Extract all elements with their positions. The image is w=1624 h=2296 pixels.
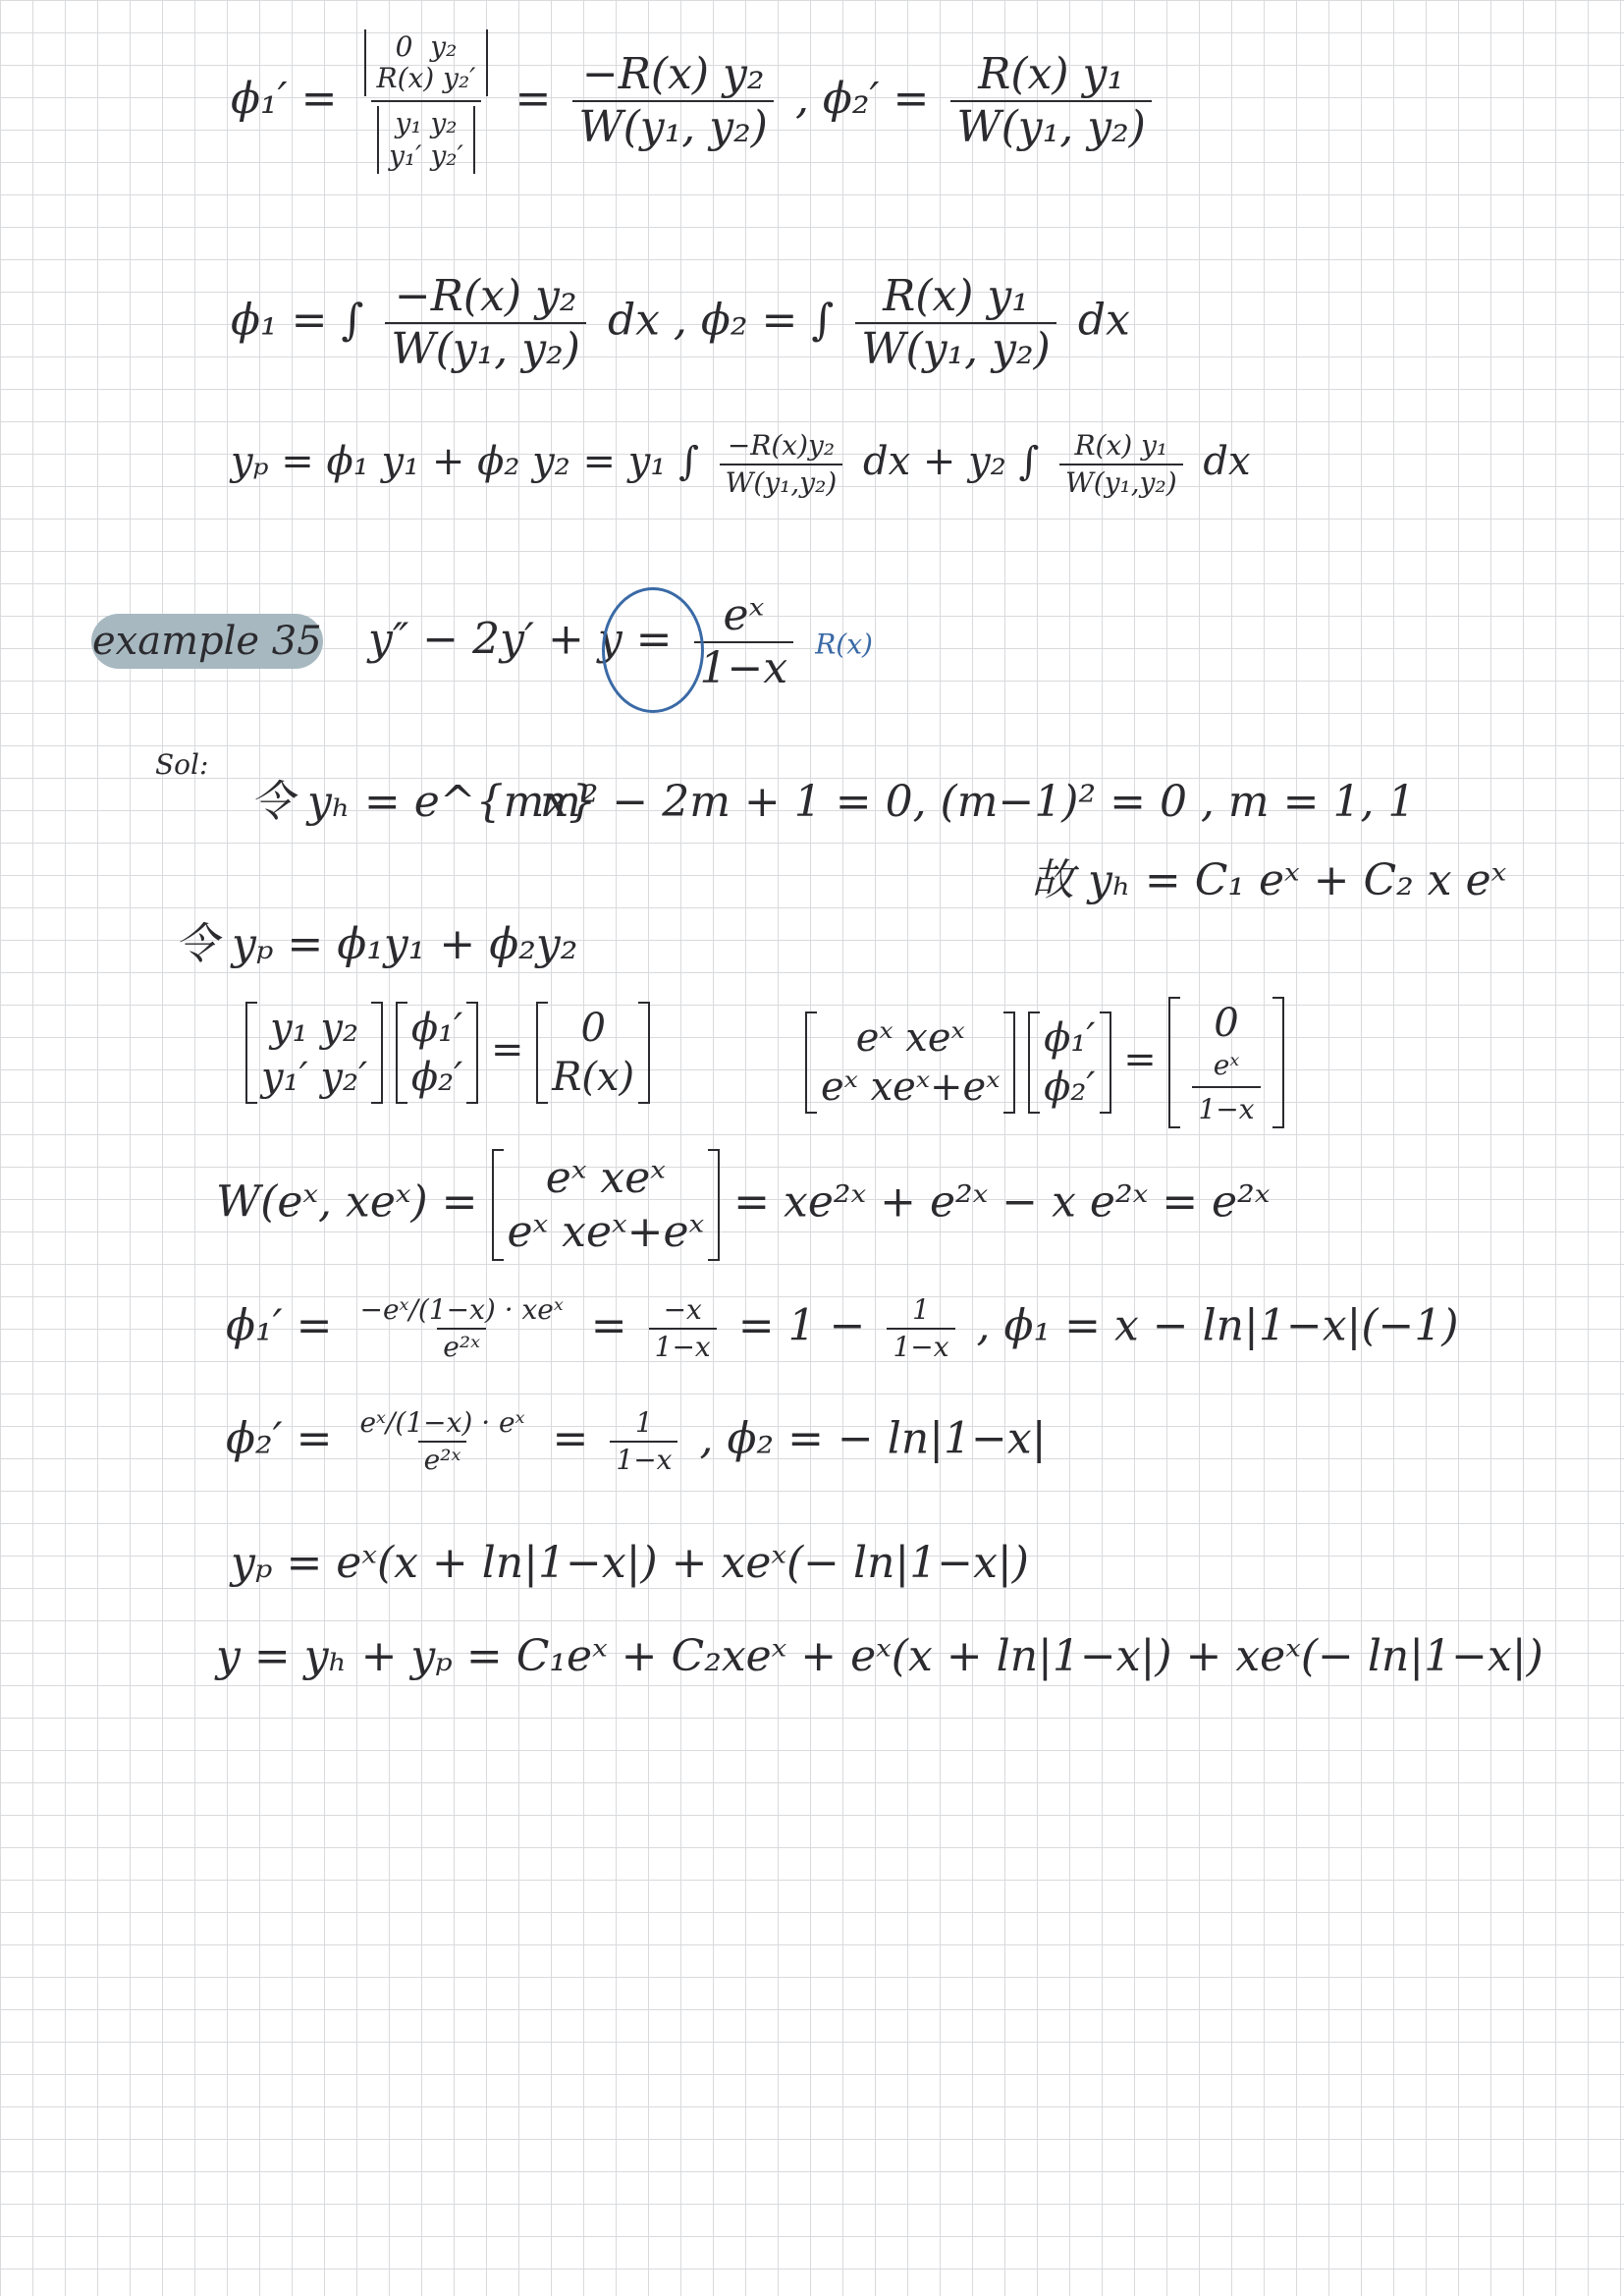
homogeneous-guess: 令 yₕ = e^{mx} (250, 777, 597, 827)
yp-general-formula: yₚ = ϕ₁ y₁ + ϕ₂ y₂ = y₁ ∫ $\frac{\text{−R(x)y₂}}{\text{W(y₁,y₂)}}$ dx + y₂ ∫ $\frac{\text{R(x) y₁}}{\text{W(y₁,y₂)}}$ dx (231, 429, 1251, 499)
phi1-prime-fraction: $\frac{\text{−R(x) y₂}}{\text{W(y₁, y₂)}}$ (572, 53, 774, 149)
phi2-prime-frac-2: $\frac{1}{1-x}$ (610, 1409, 677, 1474)
characteristic-equation: m² − 2m + 1 = 0, (m−1)² = 0 , m = 1, 1 (540, 777, 1416, 827)
sol-label: Sol: (155, 748, 209, 781)
r-of-x-label: R(x) (815, 628, 873, 661)
yp-term1-fraction: $\frac{\text{−R(x)y₂}}{\text{W(y₁,y₂)}}$ (720, 432, 843, 497)
example-tag: example 35 (92, 619, 322, 664)
ode-rhs-fraction: $\frac{\text{eˣ}}{1-x}$ (694, 594, 794, 690)
wronskian-determinant: y₁ y₂ y₁′ y₂′ (377, 106, 475, 173)
phi1-prime-frac-2: $\frac{-x}{1-x}$ (649, 1296, 717, 1361)
phi1-prime-formula: ϕ₁′ = 0 y₂ R(x) y₂′ y₁ y₂ y₁′ y₂′ = $\frac{\text{−R(x) y₂}}{\text{W(y₁, y₂)}}$ , ϕ₂′ = $\frac{\text{R(x) y₁}}{\text{W(y₁, y₂)}}$ (231, 29, 1160, 174)
vector-phi-prime-2: ϕ₁′ ϕ₂′ (1028, 1011, 1110, 1114)
phi-integrals: ϕ₁ = ∫ $\frac{\text{−R(x) y₂}}{\text{W(y₁, y₂)}}$ dx , ϕ₂ = ∫ $\frac{\text{R(x) y₁}}{\text{W(y₁, y₂)}}$ dx (231, 271, 1130, 374)
matrix-y: y₁ y₂ y₁′ y₂′ (245, 1002, 383, 1104)
phi1-prime-calc: ϕ₁′ = $\frac{\text{−eˣ/(1−x) · xeˣ}}{\text{e²ˣ}}$ = $\frac{-x}{1-x}$ = 1 − $\frac{1}{1-x}$ , ϕ₁ = x − ln|1−x|(−1) (226, 1293, 1459, 1363)
matrix-exp: eˣ xeˣ eˣ xeˣ+eˣ (805, 1011, 1015, 1114)
vector-rhs-2: 0 $\frac{\text{eˣ}}{1-x}$ (1168, 997, 1283, 1128)
yp-ansatz: 令 yₚ = ϕ₁y₁ + ϕ₂y₂ (175, 919, 578, 969)
phi1-prime-frac-3: $\frac{1}{1-x}$ (887, 1296, 954, 1361)
cramer-fraction (358, 29, 493, 174)
phi1-prime-frac-1: $\frac{\text{−eˣ/(1−x) · xeˣ}}{\text{e²ˣ}}$ (359, 1293, 564, 1363)
linear-system-general: y₁ y₂ y₁′ y₂′ ϕ₁′ ϕ₂′ = 0 R(x) (245, 1002, 650, 1104)
phi2-prime-lhs: , ϕ₂′ = (794, 73, 930, 124)
wronskian-line: W(eˣ, xeˣ) = eˣ xeˣ eˣ xeˣ+eˣ = xe²ˣ + e²ˣ − x e²ˣ = e²ˣ (216, 1149, 1270, 1261)
rhs-circle (602, 587, 704, 713)
phi2-prime-frac-1: $\frac{\text{eˣ/(1−x) · eˣ}}{\text{e²ˣ}}$ (359, 1406, 525, 1476)
yp-final: yₚ = eˣ(x + ln|1−x|) + xeˣ(− ln|1−x|) (231, 1538, 1029, 1588)
phi1-prime-lhs: ϕ₁′ = (231, 73, 338, 124)
phi1-integrand: $\frac{\text{−R(x) y₂}}{\text{W(y₁, y₂)}}$ (385, 275, 586, 371)
vector-rhs: 0 R(x) (536, 1002, 650, 1104)
homogeneous-solution: 故 yₕ = C₁ eˣ + C₂ x eˣ (1031, 855, 1507, 905)
numerator-determinant: 0 y₂ R(x) y₂′ (364, 29, 487, 96)
example-ode: y″ − 2y′ + y = $\frac{\text{eˣ}}{1-x}$ R(x) (368, 590, 873, 693)
wronskian-matrix: eˣ xeˣ eˣ xeˣ+eˣ (492, 1149, 721, 1261)
phi2-integrand: $\frac{\text{R(x) y₁}}{\text{W(y₁, y₂)}}$ (855, 275, 1056, 371)
general-solution: y = yₕ + yₚ = C₁eˣ + C₂xeˣ + eˣ(x + ln|1−x|) + xeˣ(− ln|1−x|) (216, 1631, 1543, 1681)
yp-term2-fraction: $\frac{\text{R(x) y₁}}{\text{W(y₁,y₂)}}$ (1059, 432, 1183, 497)
phi2-prime-fraction: $\frac{\text{R(x) y₁}}{\text{W(y₁, y₂)}}$ (950, 53, 1152, 149)
vector-phi-prime: ϕ₁′ ϕ₂′ (396, 1002, 478, 1104)
phi2-prime-calc: ϕ₂′ = $\frac{\text{eˣ/(1−x) · eˣ}}{\text{e²ˣ}}$ = $\frac{1}{1-x}$ , ϕ₂ = − ln|1−x| (226, 1406, 1047, 1476)
linear-system-specific: eˣ xeˣ eˣ xeˣ+eˣ ϕ₁′ ϕ₂′ = 0 $\frac{\text{eˣ}}{1-x}$ (805, 997, 1284, 1128)
